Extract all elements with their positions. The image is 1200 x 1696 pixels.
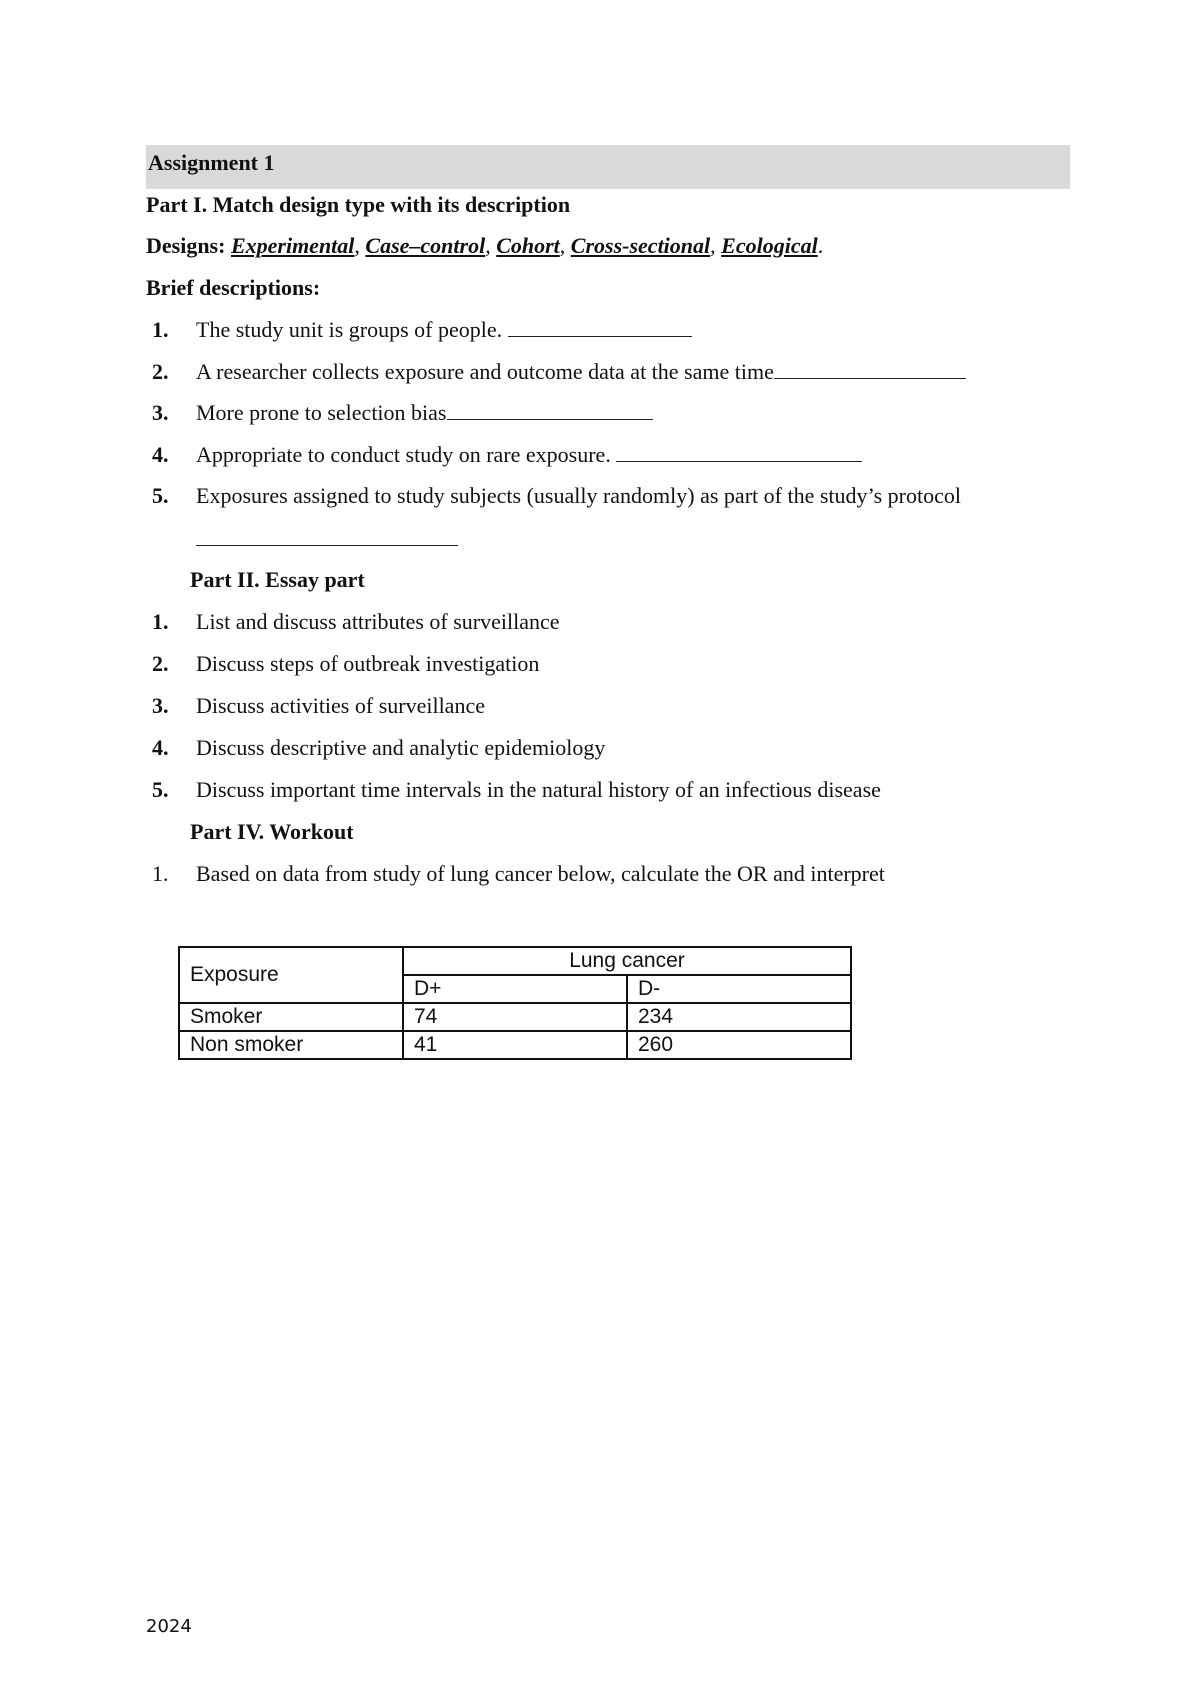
part1-item-1 [152, 316, 692, 344]
item-text: List and discuss attributes of surveillance [196, 609, 560, 634]
item-text: Discuss activities of surveillance [196, 693, 485, 718]
item-text: The study unit is groups of people. [196, 317, 508, 342]
exposure-header: Exposure [179, 947, 403, 1003]
title-bar [146, 145, 1070, 189]
answer-blank [196, 525, 458, 546]
designs-line: Designs: Experimental, Case–control, Cohort, Cross-sectional, Ecological. [146, 233, 824, 258]
table-row [179, 1003, 851, 1031]
item-number: 1. [152, 317, 169, 342]
item-text: Exposures assigned to study subjects (usually randomly) as part of the study’s protocol [196, 483, 961, 508]
item-number: 1. [152, 609, 169, 634]
part1-item-5-blank-line [196, 525, 458, 553]
outcome-header: Lung cancer [403, 947, 851, 975]
part2-item-1 [152, 608, 560, 636]
item-number: 4. [152, 735, 169, 760]
item-number: 1. [152, 861, 169, 886]
item-number: 3. [152, 693, 169, 718]
row-label: Smoker [179, 1003, 403, 1031]
part1-heading: Part I. Match design type with its description [146, 192, 571, 217]
part1-item-3 [152, 399, 653, 427]
part1-item-2 [152, 358, 966, 386]
brief-descriptions-label: Brief descriptions: [146, 275, 321, 300]
part1-item-4 [152, 441, 862, 469]
part2-item-5 [152, 776, 881, 804]
cell-dminus: 260 [627, 1031, 851, 1059]
col-dplus-header: D+ [403, 975, 627, 1003]
part4-item-1 [152, 860, 885, 888]
assignment-title: Assignment 1 [148, 150, 275, 175]
design-case-control: Case–control [365, 233, 486, 258]
answer-blank [774, 358, 966, 379]
item-text: A researcher collects exposure and outcome data at the same time [196, 359, 774, 384]
design-ecological: Ecological [721, 233, 818, 258]
item-number: 5. [152, 777, 169, 802]
designs-label: Designs: [146, 233, 226, 258]
part1-item-5 [152, 482, 961, 510]
item-text: Based on data from study of lung cancer below, calculate the OR and interpret [196, 861, 885, 886]
part4-heading: Part IV. Workout [190, 819, 354, 844]
item-number: 5. [152, 483, 169, 508]
design-experimental: Experimental [230, 233, 355, 258]
part2-item-3 [152, 692, 485, 720]
footer-year: 2024 [146, 1616, 192, 1637]
cell-dminus: 234 [627, 1003, 851, 1031]
item-text: Discuss descriptive and analytic epidemiology [196, 735, 606, 760]
design-cross-sectional: Cross-sectional [570, 233, 711, 258]
part2-heading: Part II. Essay part [190, 567, 365, 592]
answer-blank [508, 316, 692, 337]
item-number: 3. [152, 400, 169, 425]
table-header-row [179, 947, 851, 975]
item-text: More prone to selection bias [196, 400, 447, 425]
item-number: 2. [152, 359, 169, 384]
design-cohort: Cohort [496, 233, 560, 258]
item-text: Discuss steps of outbreak investigation [196, 651, 540, 676]
col-dminus-header: D- [627, 975, 851, 1003]
part2-item-4 [152, 734, 605, 762]
cell-dplus: 41 [403, 1031, 627, 1059]
answer-blank [616, 441, 862, 462]
item-text: Discuss important time intervals in the natural history of an infectious disease [196, 777, 881, 802]
item-number: 2. [152, 651, 169, 676]
answer-blank [447, 399, 653, 420]
cell-dplus: 74 [403, 1003, 627, 1031]
table-row [179, 1031, 851, 1059]
row-label: Non smoker [179, 1031, 403, 1059]
part2-item-2 [152, 650, 539, 678]
item-number: 4. [152, 442, 169, 467]
lung-cancer-table [178, 946, 852, 1060]
item-text: Appropriate to conduct study on rare exposure. [196, 442, 617, 467]
